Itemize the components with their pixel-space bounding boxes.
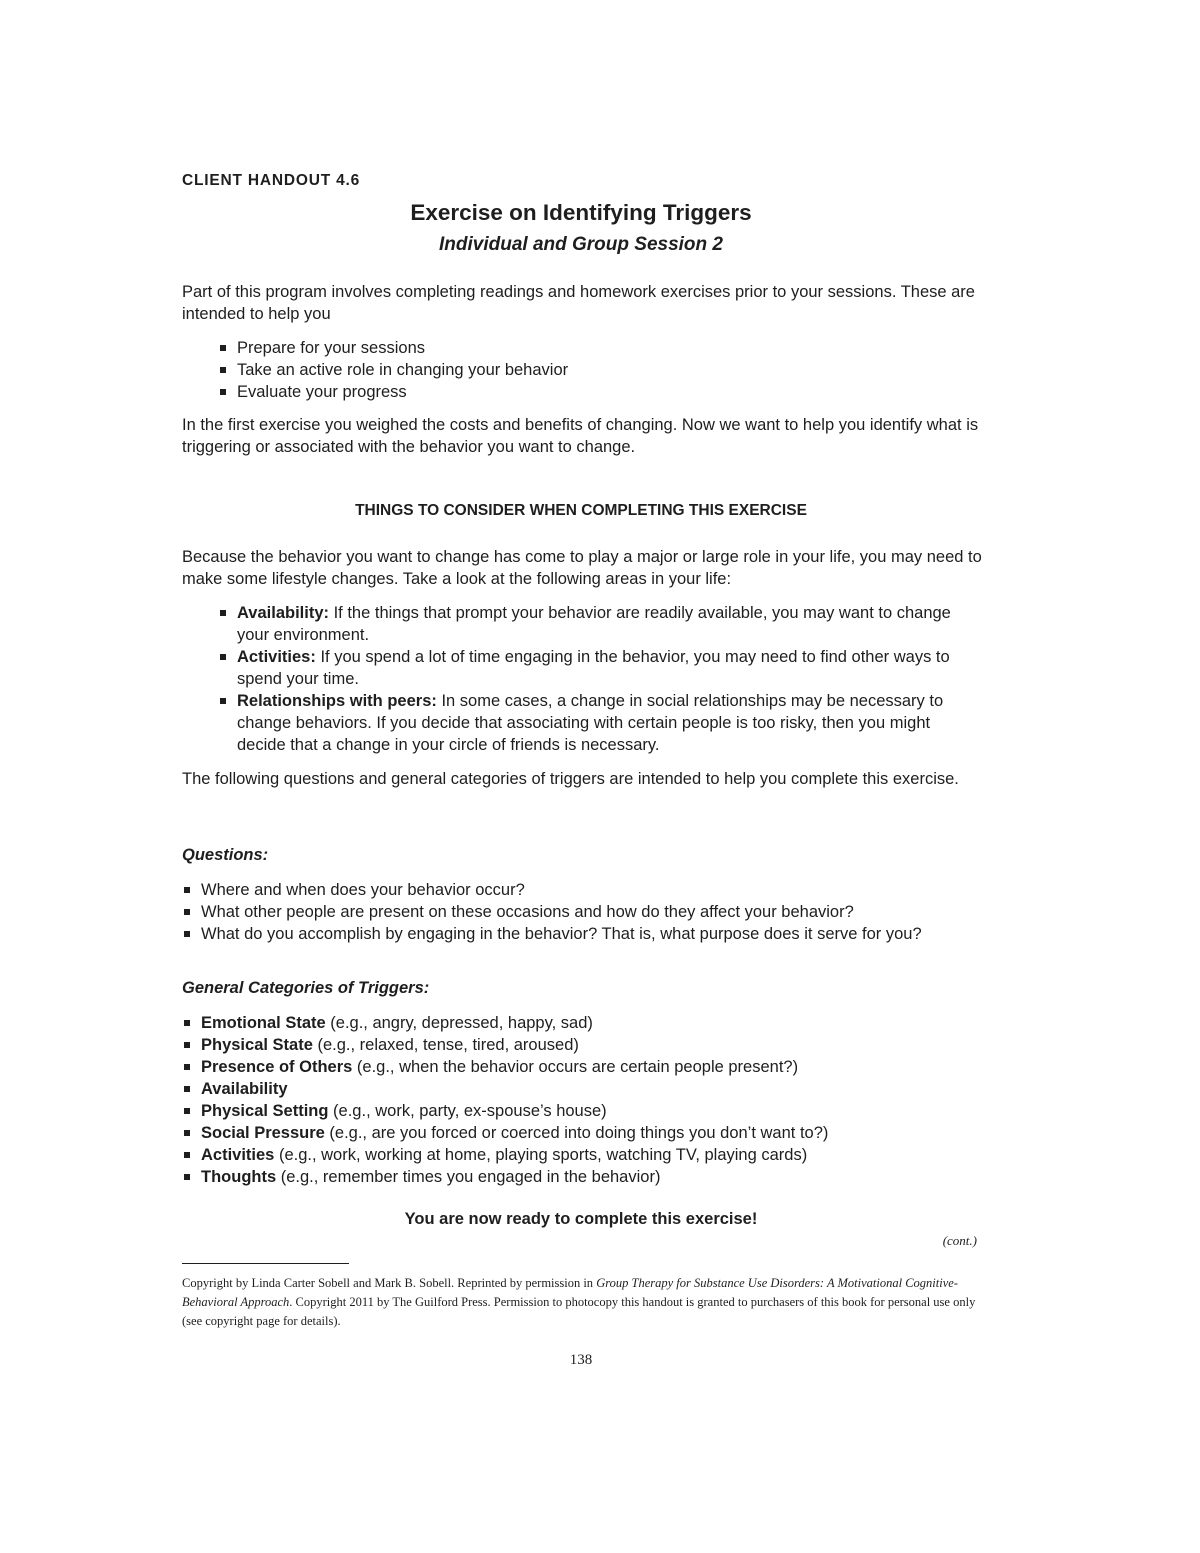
bullet-icon bbox=[184, 909, 190, 915]
list-item bbox=[182, 1122, 982, 1144]
footnote-divider bbox=[182, 1263, 349, 1264]
term-label: Physical State bbox=[201, 1036, 313, 1054]
term-description: (e.g., relaxed, tense, tired, aroused) bbox=[312, 1036, 579, 1054]
term-description: If you spend a lot of time engaging in the behavior, you may need to find other ways to spend your time. bbox=[237, 648, 950, 688]
list-item-text: Take an active role in changing your behavior bbox=[237, 361, 569, 379]
page-title: Exercise on Identifying Triggers bbox=[410, 200, 752, 225]
lifestyle-areas-list bbox=[218, 602, 980, 756]
intro-followup-paragraph: In the first exercise you weighed the costs and benefits of changing. Now we want to help you identify what is triggering or associated with the behavior you want to change. bbox=[182, 416, 979, 456]
bullet-icon bbox=[220, 389, 226, 395]
list-item bbox=[182, 1078, 982, 1100]
bullet-icon bbox=[184, 887, 190, 893]
list-item bbox=[218, 690, 980, 756]
page-subtitle: Individual and Group Session 2 bbox=[439, 234, 723, 255]
list-item bbox=[182, 1056, 982, 1078]
term-description: In some cases, a change in social relationships may be necessary to change behaviors. If you decide that associating with certain people is too risky, then you might decide that a change in your circle of friends is necessary. bbox=[237, 692, 944, 754]
list-item-text: Where and when does your behavior occur? bbox=[201, 881, 525, 899]
bullet-icon bbox=[220, 698, 226, 704]
term-description: (e.g., work, working at home, playing sports, watching TV, playing cards) bbox=[274, 1146, 808, 1164]
list-item bbox=[218, 602, 980, 646]
term-label: Activities bbox=[201, 1146, 275, 1164]
list-item bbox=[218, 646, 980, 690]
term-description: (e.g., remember times you engaged in the behavior) bbox=[276, 1168, 661, 1186]
term-label: Activities: bbox=[237, 648, 316, 666]
term-description: (e.g., when the behavior occurs are certain people present?) bbox=[352, 1058, 799, 1076]
term-label: Thoughts bbox=[201, 1168, 277, 1186]
bullet-icon bbox=[220, 654, 226, 660]
list-item bbox=[182, 1144, 982, 1166]
categories-heading: General Categories of Triggers: bbox=[182, 979, 430, 997]
bullet-icon bbox=[184, 1064, 190, 1070]
consider-paragraph: Because the behavior you want to change has come to play a major or large role in your life, you may need to make some lifestyle changes. Take a look at the following areas in your life: bbox=[182, 548, 982, 588]
bullet-icon bbox=[220, 610, 226, 616]
bullet-icon bbox=[184, 1130, 190, 1136]
page-number: 138 bbox=[569, 1352, 593, 1368]
trigger-categories-list bbox=[182, 1012, 982, 1188]
list-item-text: What other people are present on these occasions and how do they affect your behavior? bbox=[201, 903, 854, 921]
questions-heading: Questions: bbox=[182, 846, 269, 864]
term-label: Relationships with peers: bbox=[237, 692, 437, 710]
bullet-icon bbox=[184, 1174, 190, 1180]
footnote-text: Copyright by Linda Carter Sobell and Mark B. Sobell. Reprinted by permission in bbox=[182, 1276, 597, 1290]
term-label: Availability bbox=[201, 1080, 288, 1098]
bullet-icon bbox=[220, 345, 226, 351]
term-label: Social Pressure bbox=[201, 1124, 325, 1142]
section-heading: THINGS TO CONSIDER WHEN COMPLETING THIS EXERCISE bbox=[355, 502, 807, 519]
intro-paragraph: Part of this program involves completing readings and homework exercises prior to your sessions. These are intended to help you bbox=[182, 283, 975, 323]
intro-bullet-list bbox=[218, 337, 568, 403]
list-item bbox=[182, 1034, 982, 1056]
term-description: (e.g., angry, depressed, happy, sad) bbox=[325, 1014, 593, 1032]
list-item bbox=[182, 879, 982, 901]
ready-message: You are now ready to complete this exercise! bbox=[404, 1210, 758, 1228]
list-item bbox=[218, 381, 568, 403]
list-item bbox=[182, 923, 982, 945]
questions-list bbox=[182, 879, 982, 945]
list-item-text: Prepare for your sessions bbox=[237, 339, 426, 357]
bullet-icon bbox=[184, 1108, 190, 1114]
list-item bbox=[182, 1012, 982, 1034]
term-description: (e.g., work, party, ex-spouse’s house) bbox=[328, 1102, 607, 1120]
list-item bbox=[182, 1166, 982, 1188]
term-label: Emotional State bbox=[201, 1014, 326, 1032]
list-item-text: What do you accomplish by engaging in the behavior? That is, what purpose does it serve for you? bbox=[201, 925, 922, 943]
book-title: Group Therapy for Substance Use Disorders: A Motivational Cognitive-Behavioral Approach bbox=[182, 1276, 958, 1309]
handout-label: CLIENT HANDOUT 4.6 bbox=[182, 172, 361, 189]
bullet-icon bbox=[220, 367, 226, 373]
term-label: Presence of Others bbox=[201, 1058, 353, 1076]
term-label: Availability: bbox=[237, 604, 329, 622]
bullet-icon bbox=[184, 1152, 190, 1158]
consider-closing-paragraph: The following questions and general categories of triggers are intended to help you complete this exercise. bbox=[182, 770, 959, 788]
continued-label: (cont.) bbox=[942, 1233, 977, 1248]
bullet-icon bbox=[184, 1086, 190, 1092]
copyright-footnote bbox=[182, 1274, 982, 1331]
list-item bbox=[182, 1100, 982, 1122]
list-item bbox=[218, 337, 568, 359]
list-item bbox=[218, 359, 568, 381]
footnote-text: . Copyright 2011 by The Guilford Press. Permission to photocopy this handout is granted to purchasers of this book for personal use only (see copyright page for details). bbox=[182, 1295, 976, 1328]
bullet-icon bbox=[184, 1020, 190, 1026]
bullet-icon bbox=[184, 1042, 190, 1048]
list-item bbox=[182, 901, 982, 923]
term-label: Physical Setting bbox=[201, 1102, 329, 1120]
list-item-text: Evaluate your progress bbox=[237, 383, 407, 401]
bullet-icon bbox=[184, 931, 190, 937]
term-description: If the things that prompt your behavior are readily available, you may want to change your environment. bbox=[237, 604, 951, 644]
term-description: (e.g., are you forced or coerced into doing things you don’t want to?) bbox=[324, 1124, 829, 1142]
